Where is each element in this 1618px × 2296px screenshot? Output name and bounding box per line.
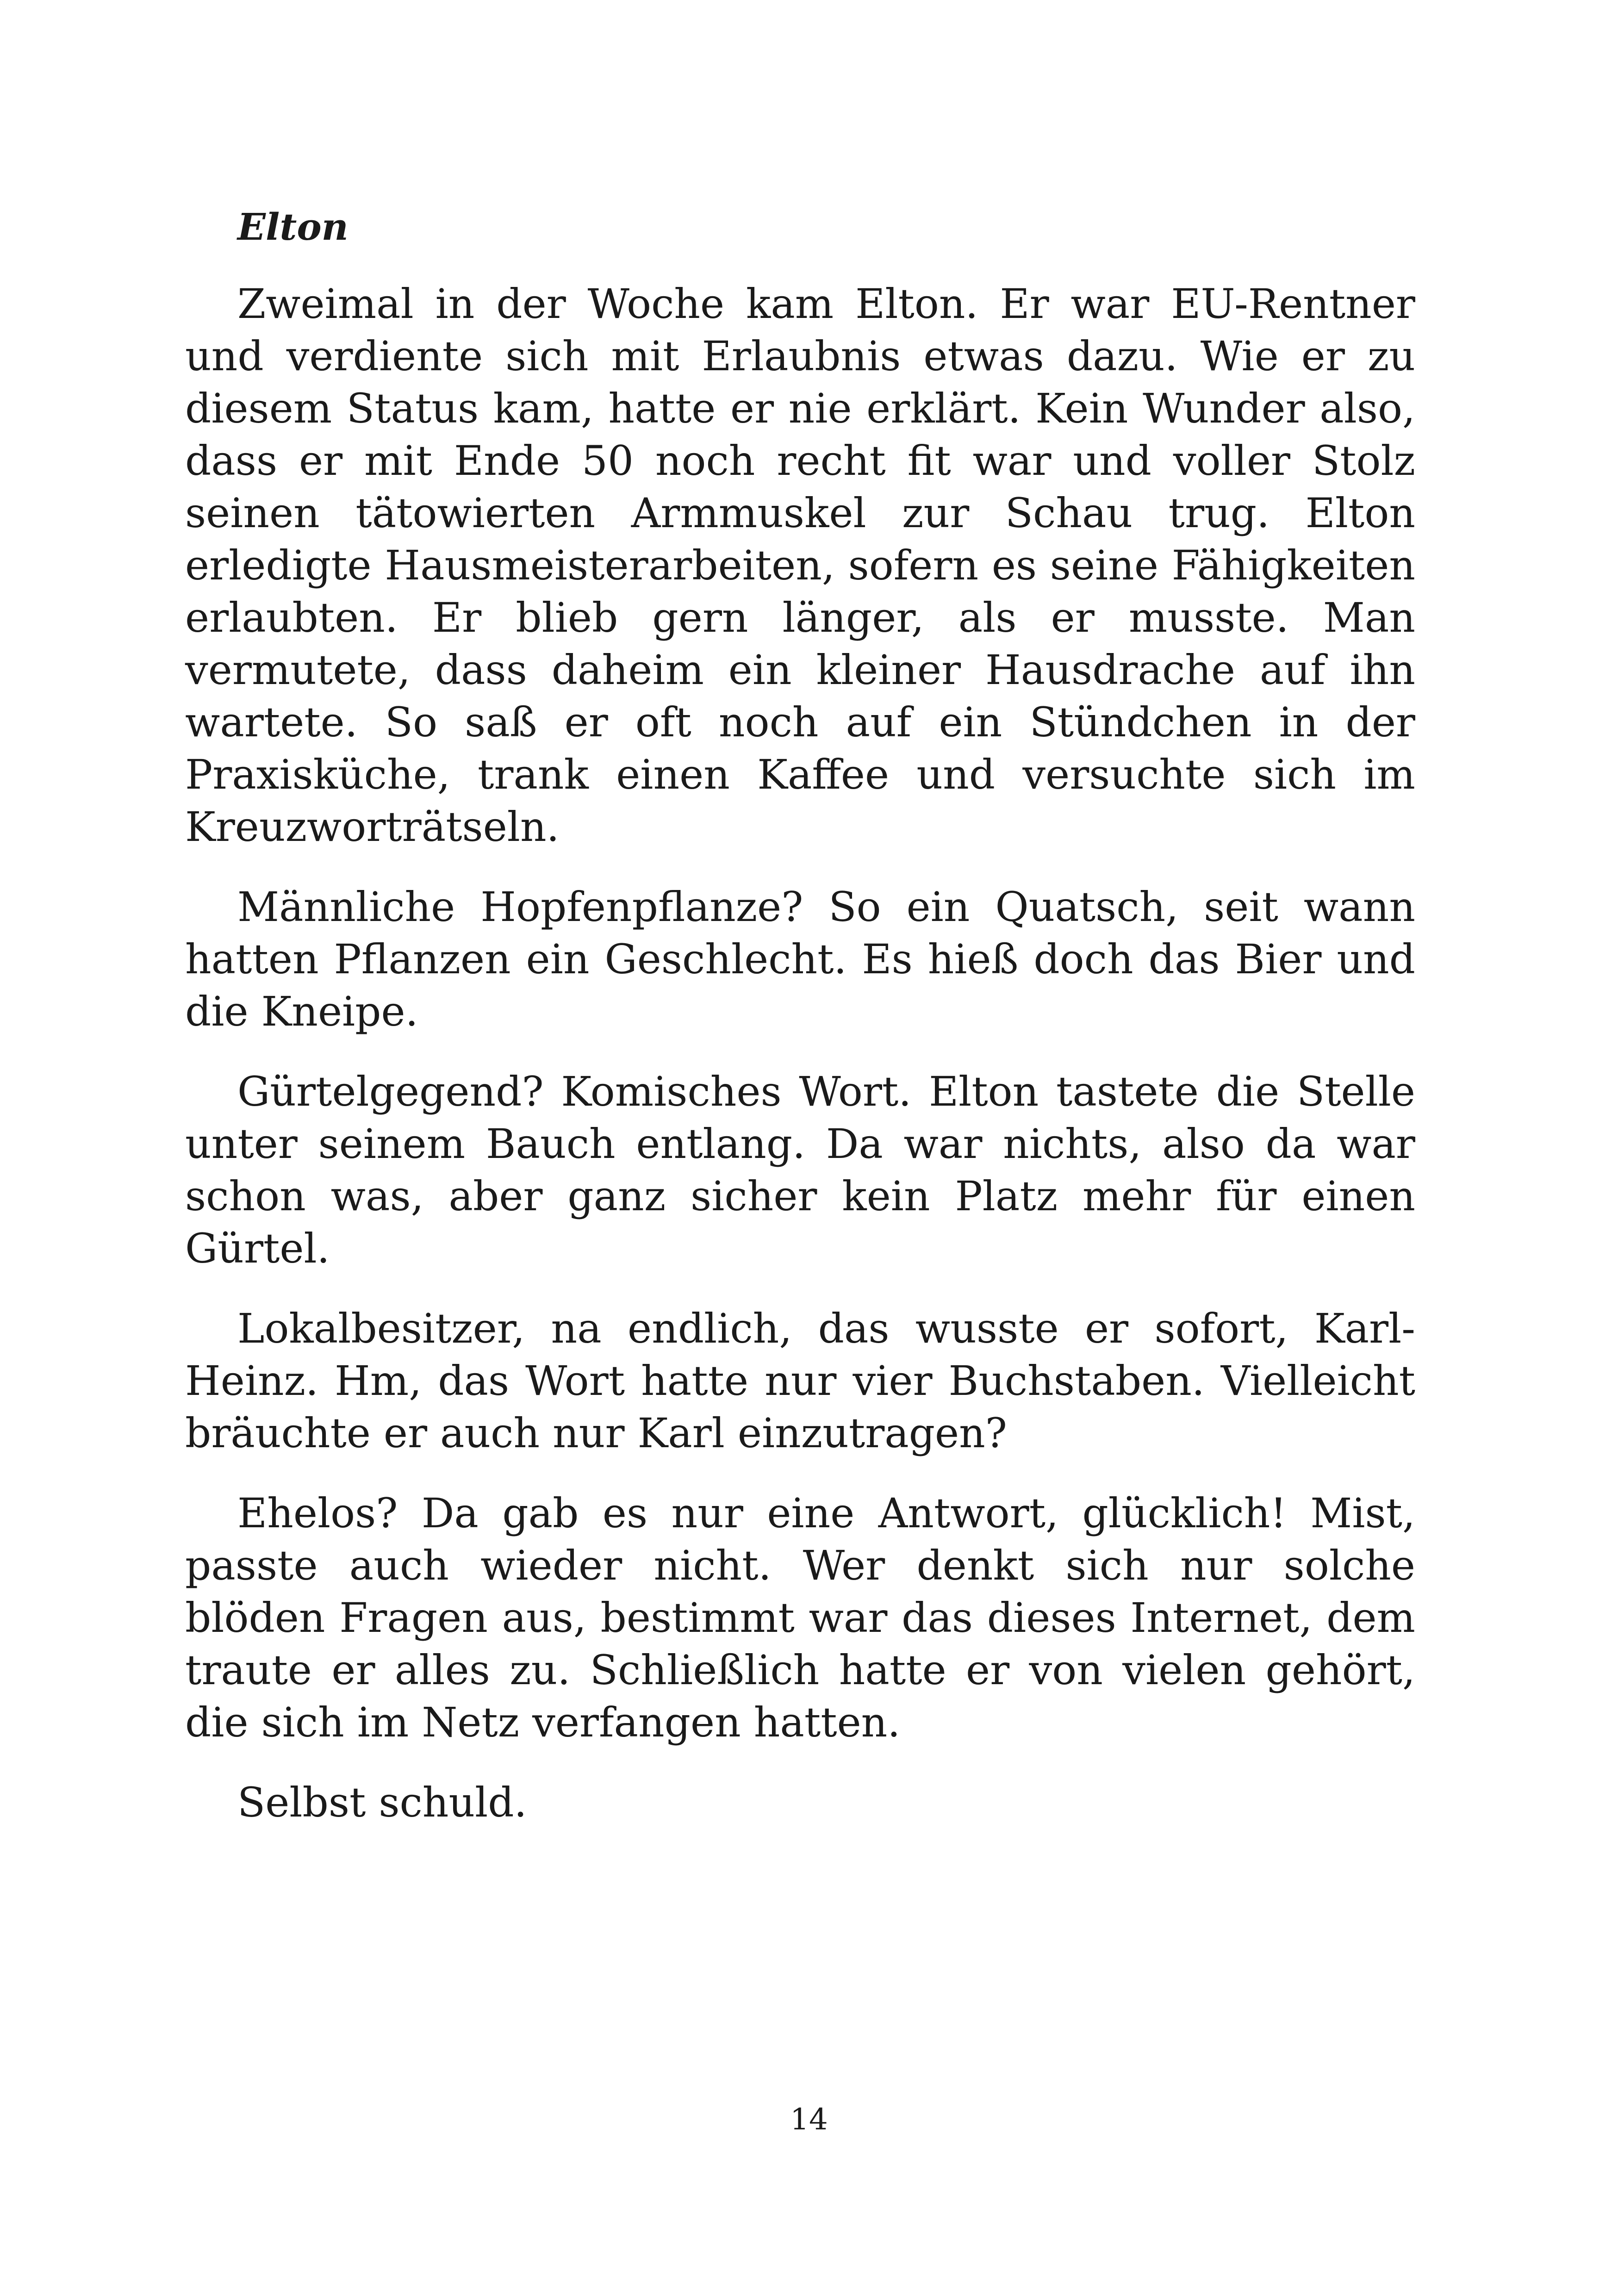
story-body (185, 199, 1415, 1856)
paragraph-2: Männliche Hopfenpflanze? So ein Quatsch, seit wann hatten Pflanzen ein Geschlecht. Es hieß doch das Bier und die Kneipe. (185, 883, 1415, 1035)
page-number: 14 (790, 2103, 828, 2137)
story-title: Elton (237, 205, 348, 249)
paragraph-4: Lokalbesitzer, na endlich, das wusste er sofort, Karl-Heinz. Hm, das Wort hatte nur vier Buchstaben. Vielleicht bräuchte er auch nur Karl einzutragen? (185, 1305, 1415, 1457)
paragraph-6: Selbst schuld. (237, 1779, 527, 1826)
paragraph-3: Gürtelgegend? Komisches Wort. Elton tastete die Stelle unter seinem Bauch entlang. Da war nichts, also da war schon was, aber ganz sicher kein Platz mehr für einen Gürtel. (185, 1068, 1415, 1272)
paragraph-5: Ehelos? Da gab es nur eine Antwort, glücklich! Mist, passte auch wieder nicht. Wer denkt sich nur solche blöden Fragen aus, bestimmt war das dieses Internet, dem traute er alles zu. Schließlich hatte er von vielen gehört, die sich im Netz verfangen hatten. (185, 1489, 1415, 1746)
paragraph-1: Zweimal in der Woche kam Elton. Er war EU-Rentner und verdiente sich mit Erlaubnis etwas dazu. Wie er zu diesem Status kam, hatte er nie erklärt. Kein Wunder also, dass er mit Ende 50 noch recht fit war und voller Stolz seinen tätowierten Armmuskel zur Schau trug. Elton erledigte Hausmeisterarbeiten, sofern es seine Fähigkeiten erlaubten. Er blieb gern länger, als er musste. Man vermutete, dass daheim ein kleiner Hausdrache auf ihn wartete. So saß er oft noch auf ein Stündchen in der Praxisküche, trank einen Kaffee und versuchte sich im Kreuzworträtseln. (185, 280, 1415, 851)
